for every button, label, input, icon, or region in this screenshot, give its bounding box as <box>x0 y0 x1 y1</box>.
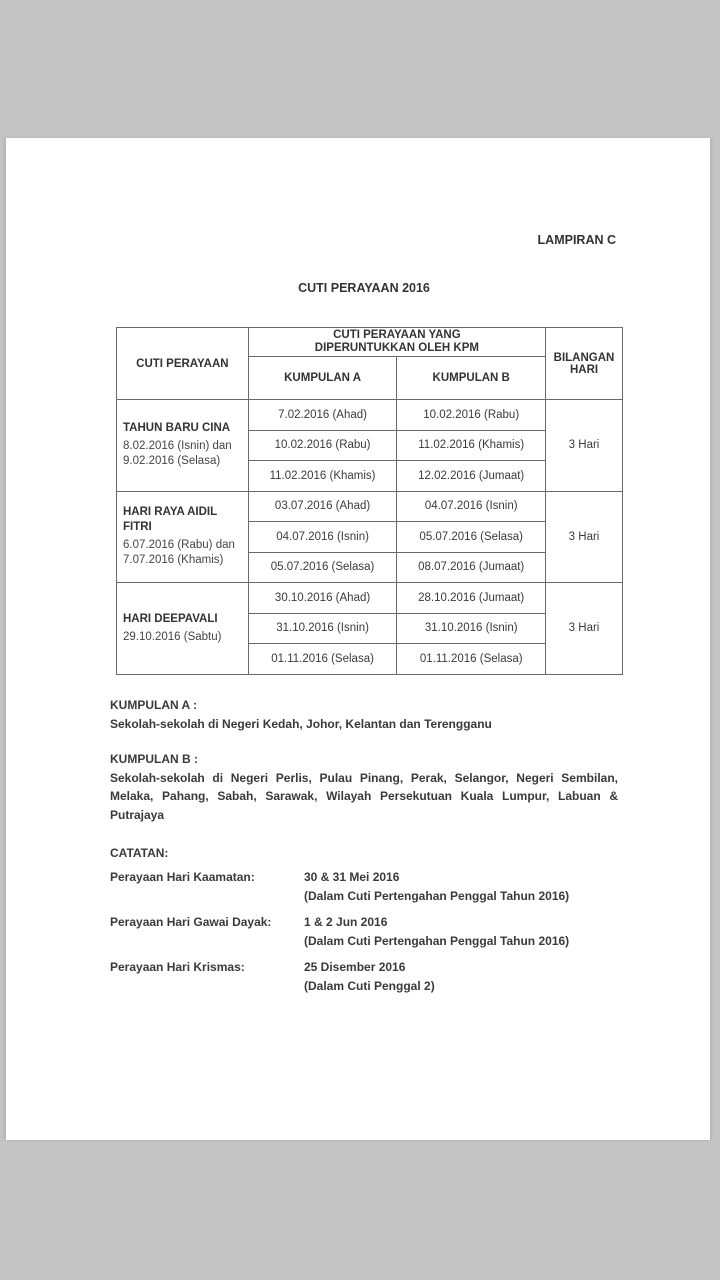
note-item <box>110 913 630 950</box>
note-value <box>304 958 630 995</box>
note-date: 1 & 2 Jun 2016 <box>304 915 388 929</box>
festival-date: 8.02.2016 (Isnin) dan 9.02.2016 (Selasa) <box>123 440 232 468</box>
group-b-date: 01.11.2016 (Selasa) <box>397 644 546 675</box>
group-b-date: 11.02.2016 (Khamis) <box>397 430 546 461</box>
document-page <box>6 138 710 1140</box>
group-b-date: 28.10.2016 (Jumaat) <box>397 583 546 614</box>
group-a-date: 31.10.2016 (Isnin) <box>248 613 397 644</box>
festival-cell <box>117 491 249 583</box>
festival-date: 6.07.2016 (Rabu) dan 7.07.2016 (Khamis) <box>123 539 235 567</box>
note-item <box>110 958 630 995</box>
header-festival: CUTI PERAYAAN <box>117 328 249 400</box>
festival-cell <box>117 583 249 675</box>
festival-name: HARI RAYA AIDIL FITRI <box>123 506 217 534</box>
group-a-heading: KUMPULAN A : <box>110 698 198 712</box>
group-a-date: 7.02.2016 (Ahad) <box>248 400 397 431</box>
group-b-heading: KUMPULAN B : <box>110 752 198 766</box>
header-days <box>546 328 623 400</box>
days-count: 3 Hari <box>546 491 623 583</box>
group-a-date: 04.07.2016 (Isnin) <box>248 522 397 553</box>
group-a-date: 11.02.2016 (Khamis) <box>248 461 397 492</box>
note-value <box>304 868 630 905</box>
group-a-date: 03.07.2016 (Ahad) <box>248 491 397 522</box>
festival-name: TAHUN BARU CINA <box>123 422 231 435</box>
group-b-date: 31.10.2016 (Isnin) <box>397 613 546 644</box>
group-b-date: 12.02.2016 (Jumaat) <box>397 461 546 492</box>
group-b-date: 04.07.2016 (Isnin) <box>397 491 546 522</box>
group-b-section <box>110 750 618 824</box>
note-date: 30 & 31 Mei 2016 <box>304 870 400 884</box>
note-label: Perayaan Hari Kaamatan: <box>110 870 255 884</box>
festival-cell <box>117 400 249 492</box>
group-a-date: 05.07.2016 (Selasa) <box>248 552 397 583</box>
group-a-date: 01.11.2016 (Selasa) <box>248 644 397 675</box>
group-b-text: Sekolah-sekolah di Negeri Perlis, Pulau Pinang, Perak, Selangor, Negeri Sembilan, Melaka, Pahang, Sabah, Sarawak, Wilayah Persekutuan Kuala Lumpur, Labuan & Putrajaya <box>110 770 618 822</box>
group-b-date: 08.07.2016 (Jumaat) <box>397 552 546 583</box>
header-group-a: KUMPULAN A <box>248 357 397 400</box>
header-allocated <box>248 328 545 357</box>
notes-section <box>110 846 630 995</box>
note-date: 25 Disember 2016 <box>304 960 406 974</box>
header-allocated-line1: CUTI PERAYAAN YANG <box>333 329 461 341</box>
table-header-row <box>117 328 623 357</box>
notes-heading: CATATAN: <box>110 846 169 860</box>
festival-name: HARI DEEPAVALI <box>123 612 218 625</box>
table-row <box>117 583 623 614</box>
group-b-date: 05.07.2016 (Selasa) <box>397 522 546 553</box>
festival-date: 29.10.2016 (Sabtu) <box>123 630 222 643</box>
note-detail: (Dalam Cuti Penggal 2) <box>304 978 435 993</box>
header-group-b: KUMPULAN B <box>397 357 546 400</box>
group-a-date: 30.10.2016 (Ahad) <box>248 583 397 614</box>
note-label: Perayaan Hari Gawai Dayak: <box>110 915 272 929</box>
holiday-table <box>116 327 623 675</box>
group-b-date: 10.02.2016 (Rabu) <box>397 400 546 431</box>
note-detail: (Dalam Cuti Pertengahan Penggal Tahun 2016) <box>304 933 570 948</box>
group-a-date: 10.02.2016 (Rabu) <box>248 430 397 461</box>
group-a-section <box>110 696 618 733</box>
appendix-label: LAMPIRAN C <box>537 233 616 247</box>
table-row <box>117 491 623 522</box>
note-value <box>304 913 630 950</box>
days-count: 3 Hari <box>546 400 623 492</box>
note-detail: (Dalam Cuti Pertengahan Penggal Tahun 2016) <box>304 888 570 903</box>
page-title: CUTI PERAYAAN 2016 <box>298 281 430 295</box>
header-days-line1: BILANGAN <box>553 351 615 364</box>
note-item <box>110 868 630 905</box>
days-count: 3 Hari <box>546 583 623 675</box>
header-days-line2: HARI <box>569 363 599 376</box>
header-allocated-line2: DIPERUNTUKKAN OLEH KPM <box>314 342 479 354</box>
group-a-text: Sekolah-sekolah di Negeri Kedah, Johor, Kelantan dan Terengganu <box>110 716 492 731</box>
note-label: Perayaan Hari Krismas: <box>110 960 245 974</box>
table-row <box>117 400 623 431</box>
